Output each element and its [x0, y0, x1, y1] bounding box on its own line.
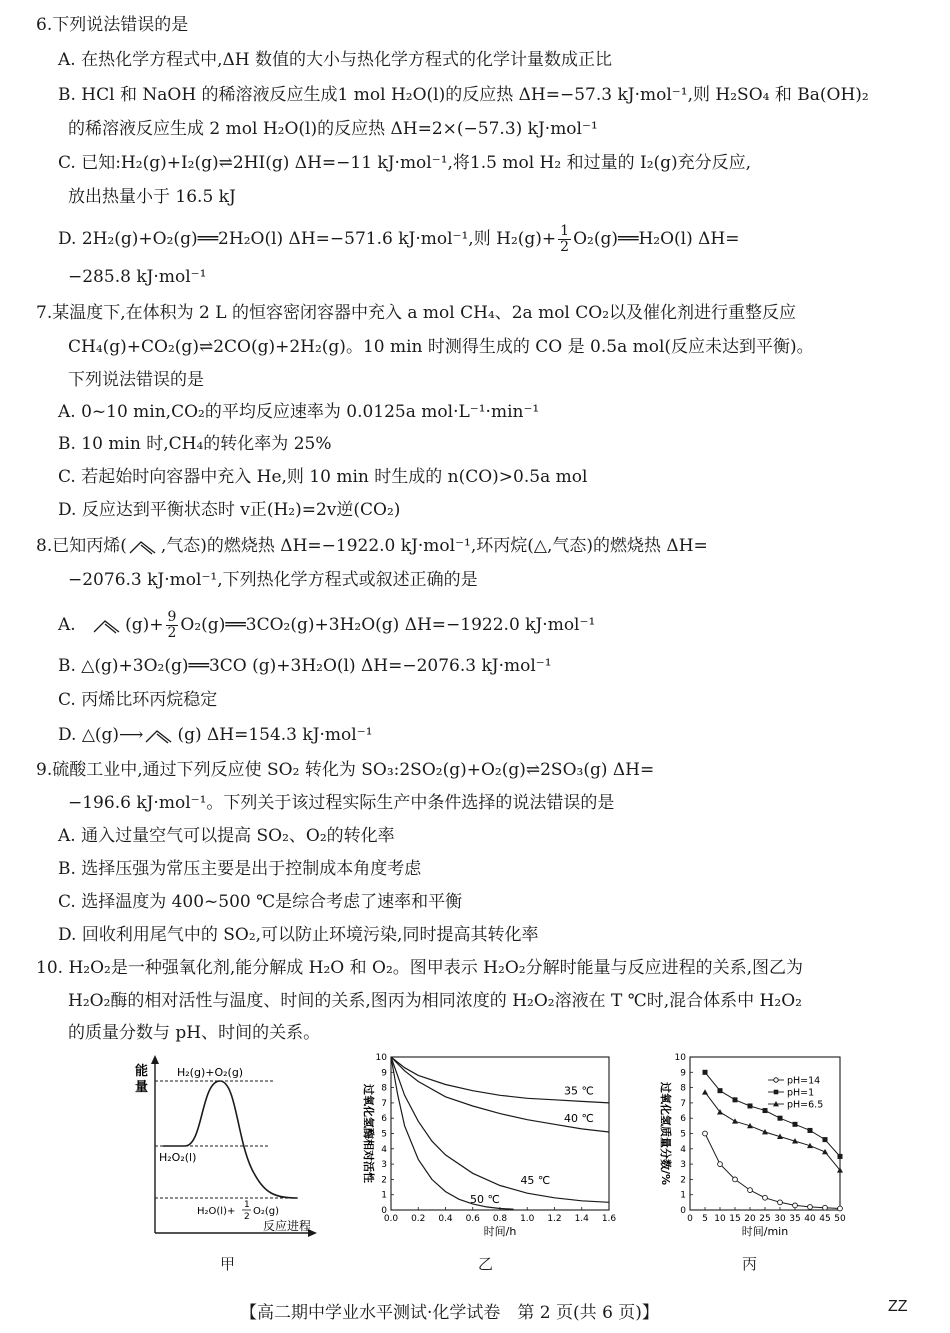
- x-axis-label: 时间/min: [741, 1225, 789, 1238]
- x-tick-label: 35: [789, 1214, 801, 1224]
- x-axis-label: 时间/h: [483, 1225, 517, 1238]
- energy-bottom-den: 2: [244, 1212, 250, 1222]
- data-point: [748, 1188, 753, 1193]
- q8-d-part2: (g) ΔH=154.3 kJ·mol⁻¹: [177, 725, 373, 745]
- q9-option-c: C. 选择温度为 400~500 ℃是综合考虑了速率和平衡: [58, 892, 463, 912]
- q7-option-b: B. 10 min 时,CH₄的转化率为 25%: [58, 434, 332, 454]
- half-fraction: $\frac{1}{2}$: [560, 223, 570, 255]
- x-tick-label: 5: [702, 1214, 708, 1224]
- data-point: [718, 1162, 723, 1167]
- q10-stem-line2: H₂O₂酶的相对活性与温度、时间的关系,图丙为相同浓度的 H₂O₂溶液在 T ℃时,混合体系中 H₂O₂: [68, 991, 802, 1011]
- x-tick-label: 0.2: [411, 1214, 426, 1224]
- energy-mid-label: H₂O₂(l): [159, 1151, 197, 1164]
- x-tick-label: 1.0: [520, 1214, 535, 1224]
- y-tick-label: 8: [680, 1083, 686, 1094]
- x-tick-label: 50: [834, 1214, 846, 1224]
- q8-option-b: B. △(g)+3O₂(g)══3CO (g)+3H₂O(l) ΔH=−2076.3 kJ·mol⁻¹: [58, 656, 552, 676]
- y-tick-label: 4: [381, 1144, 387, 1155]
- footer-code: ZZ: [888, 1298, 908, 1315]
- q10-stem-line3: 的质量分数与 pH、时间的关系。: [68, 1023, 321, 1043]
- q9-option-b: B. 选择压强为常压主要是出于控制成本角度考虑: [58, 859, 422, 879]
- data-point: [748, 1103, 753, 1108]
- x-tick-label: 40: [804, 1214, 816, 1224]
- figure-jia: [125, 1055, 320, 1250]
- x-tick-label: 0.8: [492, 1214, 508, 1224]
- data-point: [793, 1203, 798, 1208]
- y-tick-label: 4: [680, 1144, 686, 1155]
- energy-bottom-label-b: O₂(g): [253, 1206, 280, 1217]
- data-point: [838, 1206, 843, 1211]
- y-tick-label: 8: [381, 1083, 387, 1094]
- energy-curve: [163, 1081, 297, 1198]
- q9-option-a: A. 通入过量空气可以提高 SO₂、O₂的转化率: [58, 826, 395, 846]
- data-point: [823, 1137, 828, 1142]
- q8-stem-line1: [36, 535, 708, 557]
- series-line-pH=14: [705, 1134, 840, 1209]
- data-point: [732, 1118, 738, 1123]
- y-tick-label: 3: [381, 1160, 387, 1171]
- q6-option-a: A. 在热化学方程式中,ΔH 数值的大小与热化学方程式的化学计量数成正比: [58, 50, 612, 70]
- y-tick-label: 0: [680, 1206, 686, 1216]
- data-point: [703, 1070, 708, 1075]
- y-tick-label: 6: [680, 1114, 686, 1125]
- propylene-structure-icon: [127, 538, 161, 556]
- x-tick-label: 25: [759, 1214, 771, 1224]
- data-point: [733, 1097, 738, 1102]
- y-tick-label: 9: [381, 1068, 387, 1079]
- nine-halves-fraction: $\frac{9}{2}$: [167, 609, 177, 641]
- data-point: [808, 1128, 813, 1133]
- energy-ylabel-1: 能: [135, 1064, 149, 1079]
- q8-option-c: C. 丙烯比环丙烷稳定: [58, 690, 218, 710]
- y-tick-label: 7: [680, 1098, 686, 1109]
- x-tick-label: 10: [714, 1214, 726, 1224]
- legend-label: pH=14: [787, 1075, 821, 1087]
- energy-ylabel-2: 量: [135, 1080, 149, 1095]
- q6-d-part2: O₂(g)══H₂O(l) ΔH=: [573, 229, 740, 249]
- q7-option-a: A. 0~10 min,CO₂的平均反应速率为 0.0125a mol·L⁻¹·min⁻¹: [58, 402, 540, 422]
- y-tick-label: 1: [381, 1190, 387, 1201]
- x-tick-label: 20: [744, 1214, 756, 1224]
- energy-xlabel: 反应进程: [263, 1219, 312, 1233]
- data-point: [702, 1089, 708, 1094]
- energy-y-arrow: [151, 1055, 159, 1064]
- q8-a-label: A.: [58, 615, 76, 635]
- energy-bottom-num: 1: [244, 1200, 250, 1210]
- data-point: [763, 1108, 768, 1113]
- q8-a-part1: (g)+: [125, 615, 164, 635]
- y-axis-label: 过氧化氢酶相对活性: [362, 1084, 375, 1183]
- data-point: [778, 1200, 783, 1205]
- figure-yi-caption: 乙: [478, 1255, 494, 1273]
- q8-option-a: [58, 610, 595, 641]
- x-tick-label: 30: [774, 1214, 786, 1224]
- data-point: [793, 1122, 798, 1127]
- series-label: 35 ℃: [564, 1084, 594, 1098]
- y-tick-label: 1: [680, 1190, 686, 1201]
- propylene-structure-icon: [91, 617, 125, 635]
- figure-jia-caption: 甲: [220, 1255, 236, 1273]
- q6-d-part1: D. 2H₂(g)+O₂(g)══2H₂O(l) ΔH=−571.6 kJ·mol⁻¹,则 H₂(g)+: [58, 229, 557, 249]
- y-tick-label: 10: [674, 1053, 686, 1063]
- y-tick-label: 10: [375, 1053, 387, 1063]
- x-tick-label: 0.0: [383, 1214, 399, 1224]
- data-point: [778, 1116, 783, 1121]
- data-point: [763, 1195, 768, 1200]
- q7-stem-line3: 下列说法错误的是: [68, 370, 204, 390]
- figure-bing: [650, 1052, 850, 1252]
- data-point: [733, 1177, 738, 1182]
- q7-stem-line1: 7.某温度下,在体积为 2 L 的恒容密闭容器中充入 a mol CH₄、2a mol CO₂以及催化剂进行重整反应: [36, 303, 797, 323]
- x-tick-label: 0.6: [465, 1214, 480, 1224]
- q7-stem-line2: CH₄(g)+CO₂(g)⇌2CO(g)+2H₂(g)。10 min 时测得生成的 CO 是 0.5a mol(反应未达到平衡)。: [68, 337, 814, 357]
- series-label: 50 ℃: [470, 1193, 500, 1207]
- propylene-structure-icon: [143, 727, 177, 745]
- y-tick-label: 5: [680, 1129, 686, 1140]
- y-tick-label: 6: [381, 1114, 387, 1125]
- plot-frame: [391, 1057, 609, 1210]
- data-point: [823, 1205, 828, 1210]
- q9-stem-line2: −196.6 kJ·mol⁻¹。下列关于该过程实际生产中条件选择的说法错误的是: [68, 793, 615, 813]
- series-label: 45 ℃: [520, 1173, 551, 1187]
- x-tick-label: 0.4: [438, 1214, 453, 1224]
- q6-option-d-line2: −285.8 kJ·mol⁻¹: [68, 267, 207, 287]
- data-point: [718, 1088, 723, 1093]
- y-tick-label: 5: [381, 1129, 387, 1140]
- y-tick-label: 9: [680, 1068, 686, 1079]
- page-footer: 【高二期中学业水平测试·化学试卷 第 2 页(共 6 页)】: [240, 1303, 659, 1323]
- x-tick-label: 15: [729, 1214, 741, 1224]
- y-tick-label: 3: [680, 1160, 686, 1171]
- y-tick-label: 7: [381, 1098, 387, 1109]
- q7-option-c: C. 若起始时向容器中充入 He,则 10 min 时生成的 n(CO)>0.5a mol: [58, 467, 588, 487]
- energy-diagram: [125, 1055, 320, 1245]
- y-axis-label: 过氧化氢质量分数/%: [659, 1081, 672, 1186]
- data-point: [703, 1131, 708, 1136]
- legend-label: pH=6.5: [787, 1099, 824, 1111]
- x-tick-label: 45: [819, 1214, 831, 1224]
- series-label: 40 ℃: [564, 1112, 594, 1126]
- q9-option-d: D. 回收利用尾气中的 SO₂,可以防止环境污染,同时提高其转化率: [58, 925, 539, 945]
- x-tick-label: 0: [687, 1214, 693, 1224]
- q6-stem: 6.下列说法错误的是: [36, 15, 189, 35]
- series-line-45 ℃: [391, 1057, 609, 1202]
- q6-option-d-line1: [58, 224, 739, 255]
- q6-option-c-line1: C. 已知:H₂(g)+I₂(g)⇌2HI(g) ΔH=−11 kJ·mol⁻¹,将1.5 mol H₂ 和过量的 I₂(g)充分反应,: [58, 153, 752, 173]
- q8-d-part1: D. △(g)⟶: [58, 725, 144, 745]
- q6-option-b-line2: 的稀溶液反应生成 2 mol H₂O(l)的反应热 ΔH=2×(−57.3) kJ·mol⁻¹: [68, 119, 598, 139]
- energy-top-label: H₂(g)+O₂(g): [177, 1066, 244, 1079]
- data-point: [808, 1205, 813, 1210]
- legend-label: pH=1: [787, 1087, 815, 1099]
- q8-a-part2: O₂(g)══3CO₂(g)+3H₂O(g) ΔH=−1922.0 kJ·mol⁻¹: [180, 615, 596, 635]
- x-tick-label: 1.2: [547, 1214, 562, 1224]
- q6-option-c-line2: 放出热量小于 16.5 kJ: [68, 187, 236, 207]
- h2o2-fraction-chart: [650, 1052, 850, 1247]
- legend-marker: [774, 1078, 778, 1082]
- y-tick-label: 2: [381, 1175, 387, 1186]
- x-tick-label: 1.4: [574, 1214, 589, 1224]
- q8-stem-part2: ,气态)的燃烧热 ΔH=−1922.0 kJ·mol⁻¹,环丙烷(△,气态)的燃烧热 ΔH=: [160, 536, 708, 556]
- y-tick-label: 2: [680, 1175, 686, 1186]
- q8-stem-part1: 8.已知丙烯(: [36, 536, 127, 556]
- series-line-50 ℃: [391, 1057, 514, 1209]
- data-point: [838, 1154, 843, 1159]
- q10-stem-line1: 10. H₂O₂是一种强氧化剂,能分解成 H₂O 和 O₂。图甲表示 H₂O₂分解时能量与反应进程的关系,图乙为: [36, 958, 803, 978]
- q7-option-d: D. 反应达到平衡状态时 v正(H₂)=2v逆(CO₂): [58, 500, 401, 520]
- legend-marker: [774, 1090, 779, 1095]
- x-tick-label: 1.6: [601, 1214, 617, 1224]
- energy-bottom-label-a: H₂O(l)+: [197, 1206, 236, 1217]
- q6-option-b-line1: B. HCl 和 NaOH 的稀溶液反应生成1 mol H₂O(l)的反应热 ΔH=−57.3 kJ·mol⁻¹,则 H₂SO₄ 和 Ba(OH)₂: [58, 85, 869, 105]
- figure-bing-caption: 丙: [742, 1255, 758, 1273]
- q9-stem-line1: 9.硫酸工业中,通过下列反应使 SO₂ 转化为 SO₃:2SO₂(g)+O₂(g)⇌2SO₃(g) ΔH=: [36, 760, 655, 780]
- y-tick-label: 0: [381, 1206, 387, 1216]
- figure-yi: [345, 1052, 620, 1252]
- q8-stem-line2: −2076.3 kJ·mol⁻¹,下列热化学方程式或叙述正确的是: [68, 570, 478, 590]
- q8-option-d: [58, 724, 373, 746]
- enzyme-activity-chart: [345, 1052, 620, 1247]
